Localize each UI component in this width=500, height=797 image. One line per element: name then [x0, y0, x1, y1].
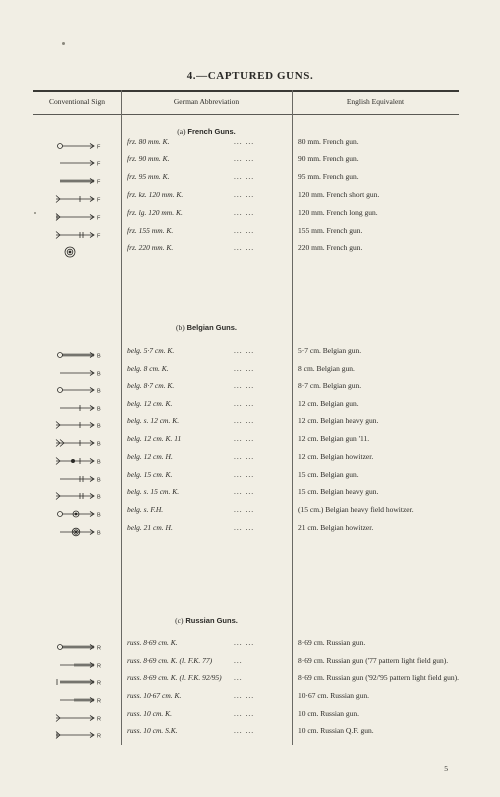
- german-abbreviation: russ. 8·69 cm. K. (l. F.K. 92/95): [127, 673, 222, 682]
- leader-dots: ... ...: [234, 399, 255, 408]
- table-row: [0, 452, 500, 465]
- section-name: Russian Guns.: [185, 616, 238, 625]
- english-equivalent: 10·67 cm. Russian gun.: [298, 691, 370, 700]
- table-row: [0, 434, 500, 447]
- table-row: [0, 399, 500, 412]
- german-abbreviation: belg. 12 cm. H.: [127, 452, 173, 461]
- table-row: [0, 638, 500, 651]
- header-german-abbreviation: German Abbreviation: [173, 97, 240, 106]
- english-equivalent: 8·7 cm. Belgian gun.: [298, 381, 362, 390]
- svg-text:R: R: [97, 663, 101, 670]
- leader-dots: ... ...: [234, 137, 255, 146]
- svg-text:F: F: [97, 144, 101, 151]
- table-row: [0, 346, 500, 359]
- table-row: [0, 208, 500, 221]
- paper-speck: [62, 42, 65, 45]
- english-equivalent: 12 cm. Belgian gun '11.: [298, 434, 370, 443]
- svg-text:F: F: [97, 233, 101, 240]
- english-equivalent: 12 cm. Belgian heavy gun.: [298, 416, 379, 425]
- leader-dots: ...: [234, 656, 243, 665]
- conventional-sign-icon: [56, 727, 102, 740]
- german-abbreviation: frz. 90 mm. K.: [127, 154, 170, 163]
- english-equivalent: 15 cm. Belgian heavy gun.: [298, 487, 379, 496]
- svg-text:B: B: [97, 441, 101, 448]
- german-abbreviation: frz. 155 mm. K.: [127, 226, 174, 235]
- leader-dots: ... ...: [234, 505, 255, 514]
- conventional-sign-icon: [56, 400, 102, 413]
- svg-text:R: R: [97, 698, 101, 705]
- header-rule: [33, 114, 459, 115]
- leader-dots: ... ...: [234, 208, 255, 217]
- svg-text:B: B: [97, 423, 101, 430]
- svg-text:F: F: [97, 197, 101, 204]
- german-abbreviation: belg. 5·7 cm. K.: [127, 346, 175, 355]
- table-row: [0, 416, 500, 429]
- german-abbreviation: russ. 8·69 cm. K.: [127, 638, 178, 647]
- svg-text:R: R: [97, 680, 101, 687]
- german-abbreviation: belg. 12 cm. K.: [127, 399, 173, 408]
- svg-text:B: B: [97, 353, 101, 360]
- english-equivalent: 8·69 cm. Russian gun ('77 pattern light field gun).: [298, 656, 449, 665]
- svg-text:F: F: [97, 179, 101, 186]
- german-abbreviation: russ. 10 cm. S.K.: [127, 726, 178, 735]
- leader-dots: ... ...: [234, 487, 255, 496]
- conventional-sign-icon: [56, 488, 102, 501]
- conventional-sign-icon: [56, 524, 102, 537]
- section-name: Belgian Guns.: [186, 323, 238, 332]
- table-row: [0, 487, 500, 500]
- english-equivalent: 10 cm. Russian gun.: [298, 709, 360, 718]
- conventional-sign-icon: [56, 435, 102, 448]
- leader-dots: ... ...: [234, 364, 255, 373]
- conventional-sign-icon: [56, 453, 102, 466]
- english-equivalent: 8·69 cm. Russian gun.: [298, 638, 366, 647]
- svg-text:B: B: [97, 477, 101, 484]
- english-equivalent: 12 cm. Belgian howitzer.: [298, 452, 374, 461]
- english-equivalent: (15 cm.) Belgian heavy field howitzer.: [298, 505, 414, 514]
- english-equivalent: 155 mm. French gun.: [298, 226, 363, 235]
- english-equivalent: 15 cm. Belgian gun.: [298, 470, 359, 479]
- leader-dots: ... ...: [234, 416, 255, 425]
- table-row: [0, 243, 500, 256]
- conventional-sign-icon: [56, 382, 102, 395]
- table-row: [0, 154, 500, 167]
- table-row: [0, 470, 500, 483]
- german-abbreviation: russ. 8·69 cm. K. (l. F.K. 77): [127, 656, 213, 665]
- conventional-sign-icon: [56, 657, 102, 670]
- german-abbreviation: belg. s. 12 cm. K.: [127, 416, 180, 425]
- english-equivalent: 10 cm. Russian Q.F. gun.: [298, 726, 374, 735]
- leader-dots: ... ...: [234, 172, 255, 181]
- german-abbreviation: belg. 12 cm. K. 11: [127, 434, 182, 443]
- german-abbreviation: frz. 95 mm. K.: [127, 172, 170, 181]
- conventional-sign-icon: [56, 692, 102, 705]
- section-heading-russian: [121, 616, 292, 625]
- table-row: [0, 691, 500, 704]
- page-number: 5: [444, 764, 448, 773]
- english-equivalent: 5·7 cm. Belgian gun.: [298, 346, 362, 355]
- english-equivalent: 120 mm. French short gun.: [298, 190, 380, 199]
- table-row: [0, 726, 500, 739]
- header-english-equivalent: English Equivalent: [346, 97, 405, 106]
- page-title: 4.—CAPTURED GUNS.: [186, 70, 314, 82]
- section-name: French Guns.: [187, 127, 236, 136]
- german-abbreviation: belg. 15 cm. K.: [127, 470, 173, 479]
- english-equivalent: 95 mm. French gun.: [298, 172, 359, 181]
- english-equivalent: 80 mm. French gun.: [298, 137, 359, 146]
- table-row: [0, 190, 500, 203]
- german-abbreviation: belg. s. F.H.: [127, 505, 164, 514]
- svg-text:B: B: [97, 459, 101, 466]
- leader-dots: ... ...: [234, 470, 255, 479]
- table-row: [0, 656, 500, 669]
- table-row: [0, 673, 500, 686]
- table-row: [0, 172, 500, 185]
- section-label: (b): [175, 323, 185, 332]
- table-row: [0, 709, 500, 722]
- english-equivalent: 90 mm. French gun.: [298, 154, 359, 163]
- table-row: [0, 381, 500, 394]
- conventional-sign-icon: [56, 417, 102, 430]
- conventional-sign-icon: [56, 710, 102, 723]
- leader-dots: ... ...: [234, 346, 255, 355]
- table-row: [0, 523, 500, 536]
- section-label: (c): [175, 616, 184, 625]
- conventional-sign-icon: [56, 138, 102, 151]
- svg-text:R: R: [97, 716, 101, 723]
- english-equivalent: 8 cm. Belgian gun.: [298, 364, 355, 373]
- table-row: [0, 226, 500, 239]
- leader-dots: ... ...: [234, 154, 255, 163]
- svg-text:B: B: [97, 512, 101, 519]
- german-abbreviation: belg. 8·7 cm. K.: [127, 381, 175, 390]
- paper-speck: [34, 212, 36, 214]
- top-rule: [33, 90, 459, 92]
- conventional-sign-icon: [56, 173, 102, 186]
- german-abbreviation: frz. kz. 120 mm. K.: [127, 190, 184, 199]
- leader-dots: ... ...: [234, 190, 255, 199]
- german-abbreviation: frz. 220 mm. K.: [127, 243, 174, 252]
- leader-dots: ... ...: [234, 381, 255, 390]
- svg-text:F: F: [97, 215, 101, 222]
- german-abbreviation: russ. 10·67 cm. K.: [127, 691, 182, 700]
- leader-dots: ... ...: [234, 709, 255, 718]
- header-conventional-sign: Conventional Sign: [48, 97, 106, 106]
- leader-dots: ... ...: [234, 243, 255, 252]
- svg-text:R: R: [97, 645, 101, 652]
- svg-text:B: B: [97, 371, 101, 378]
- leader-dots: ... ...: [234, 726, 255, 735]
- leader-dots: ... ...: [234, 691, 255, 700]
- conventional-sign-icon: [56, 155, 102, 168]
- leader-dots: ... ...: [234, 226, 255, 235]
- svg-text:B: B: [97, 406, 101, 413]
- svg-text:B: B: [97, 388, 101, 395]
- svg-text:B: B: [97, 494, 101, 501]
- conventional-sign-icon: [56, 191, 102, 204]
- conventional-sign-icon: [56, 639, 102, 652]
- english-equivalent: 120 mm. French long gun.: [298, 208, 378, 217]
- german-abbreviation: russ. 10 cm. K.: [127, 709, 173, 718]
- english-equivalent: 220 mm. French gun.: [298, 243, 363, 252]
- german-abbreviation: frz. 80 mm. K.: [127, 137, 170, 146]
- conventional-sign-icon: [56, 506, 102, 519]
- german-abbreviation: belg. 21 cm. H.: [127, 523, 173, 532]
- table-row: [0, 137, 500, 150]
- svg-text:B: B: [97, 530, 101, 537]
- english-equivalent: 12 cm. Belgian gun.: [298, 399, 359, 408]
- english-equivalent: 8·69 cm. Russian gun ('92/'95 pattern light field gun).: [298, 673, 460, 682]
- leader-dots: ...: [234, 673, 243, 682]
- section-heading-french: [121, 127, 292, 136]
- conventional-sign-icon: [56, 674, 102, 687]
- svg-text:F: F: [97, 161, 101, 168]
- conventional-sign-icon: [56, 227, 102, 240]
- section-label: (a): [177, 127, 186, 136]
- conventional-sign-icon: [56, 209, 102, 222]
- table-row: [0, 505, 500, 518]
- english-equivalent: 21 cm. Belgian howitzer.: [298, 523, 374, 532]
- german-abbreviation: belg. s. 15 cm. K.: [127, 487, 180, 496]
- german-abbreviation: belg. 8 cm. K.: [127, 364, 169, 373]
- leader-dots: ... ...: [234, 523, 255, 532]
- table-row: [0, 364, 500, 377]
- conventional-sign-icon: [56, 347, 102, 360]
- conventional-sign-icon: [56, 365, 102, 378]
- svg-text:R: R: [97, 733, 101, 740]
- leader-dots: ... ...: [234, 638, 255, 647]
- conventional-sign-icon: [56, 471, 102, 484]
- german-abbreviation: frz. lg. 120 mm. K.: [127, 208, 183, 217]
- leader-dots: ... ...: [234, 434, 255, 443]
- conventional-sign-icon: [56, 244, 102, 254]
- section-heading-belgian: [121, 323, 292, 332]
- leader-dots: ... ...: [234, 452, 255, 461]
